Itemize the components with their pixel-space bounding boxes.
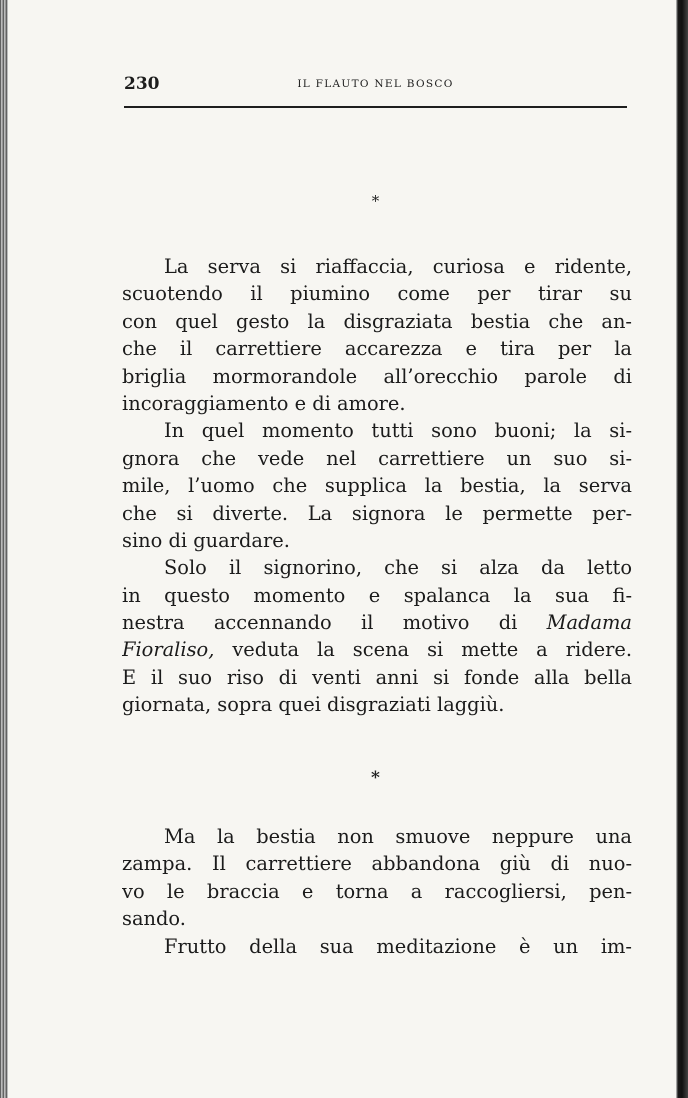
- text-line-1-1: [122, 253, 632, 280]
- text-run: Frutto della sua meditazione è un im-: [164, 934, 632, 958]
- italic-title-text: Madama: [546, 611, 632, 635]
- text-run: In quel momento tutti sono buoni; la si-: [164, 419, 632, 443]
- text-line-2-2: [122, 850, 632, 877]
- page-number: 230: [124, 74, 160, 94]
- text-line-2-4: [122, 905, 632, 932]
- text-run: La serva si riaffaccia, curiosa e ridente,: [164, 255, 632, 278]
- text-line-1-16: [122, 664, 632, 691]
- text-line-1-6: [122, 390, 632, 417]
- text-line-1-12: [122, 554, 632, 581]
- text-run: nestra accennando il motivo di: [122, 611, 547, 635]
- text-run: che si diverte. La signora le permette per-: [122, 501, 632, 525]
- text-line-2-3: [122, 878, 632, 905]
- text-line-1-4: [122, 335, 632, 362]
- italic-title-text: Fioraliso,: [122, 638, 215, 662]
- text-run: che il carrettiere accarezza e tira per la: [122, 337, 632, 361]
- text-run: giornata, sopra quei disgraziati laggiù.: [122, 693, 505, 717]
- text-line-1-17: [122, 691, 632, 718]
- text-line-1-11: [122, 527, 632, 554]
- text-run: E il suo riso di venti anni si fonde alla bella: [122, 665, 632, 689]
- text-run: sando.: [122, 907, 186, 931]
- page-header: [124, 74, 627, 96]
- text-line-1-13: [122, 582, 632, 609]
- text-run: mile, l’uomo che supplica la bestia, la serva: [122, 474, 632, 498]
- text-line-1-2: [122, 280, 632, 307]
- text-line-1-14: [122, 609, 632, 636]
- book-page: [8, 0, 676, 1098]
- text-line-1-10: [122, 500, 632, 527]
- running-title: IL FLAUTO NEL BOSCO: [297, 78, 454, 90]
- text-run: gnora che vede nel carrettiere un suo si-: [122, 446, 632, 470]
- paragraphs-block-2: [122, 823, 632, 960]
- text-run: con quel gesto la disgraziata bestia che an-: [122, 309, 632, 333]
- text-line-1-3: [122, 308, 632, 335]
- text-run: sino di guardare.: [122, 528, 290, 552]
- page-edge-right: [676, 0, 688, 1098]
- text-run: in questo momento e spalanca la sua fi-: [122, 583, 632, 607]
- paragraphs-block-1: [122, 253, 632, 719]
- text-run: vo le braccia e torna a raccogliersi, pen-: [122, 879, 632, 903]
- text-line-1-9: [122, 472, 632, 499]
- text-line-1-8: [122, 445, 632, 472]
- text-run: Ma la bestia non smuove neppure una: [164, 825, 632, 848]
- text-run: Solo il signorino, che si alza da letto: [164, 556, 632, 580]
- text-run: scuotendo il piumino come per tirar su: [122, 282, 632, 306]
- text-run: briglia mormorandole all’orecchio parole di: [122, 364, 632, 388]
- page-gutter-left: [0, 0, 8, 1098]
- text-line-2-1: [122, 823, 632, 850]
- text-line-1-5: [122, 363, 632, 390]
- text-run: incoraggiamento e di amore.: [122, 391, 406, 415]
- text-line-2-5: [122, 933, 632, 960]
- text-line-1-7: [122, 417, 632, 444]
- header-rule: [124, 106, 627, 108]
- text-run: zampa. Il carrettiere abbandona giù di nuo-: [122, 852, 632, 876]
- text-run: veduta la scena si mette a ridere.: [214, 638, 632, 662]
- section-separator-1: *: [371, 192, 380, 210]
- section-separator-2: *: [371, 768, 380, 788]
- text-line-1-15: [122, 636, 632, 663]
